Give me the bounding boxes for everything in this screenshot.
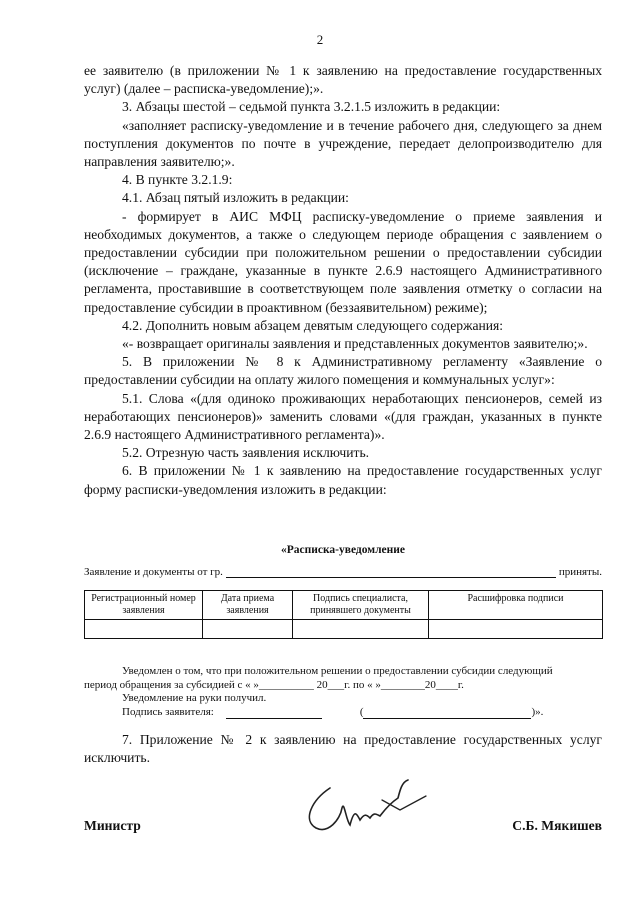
registration-table [84,590,603,639]
table-cell [429,620,603,639]
table-header-cell: Дата приема заявления [203,591,293,620]
receipt-form [84,544,602,719]
applicant-name-blank [226,566,556,578]
notice-line: период обращения за субсидией с « »__________ 20___г. по « »________20____г. [84,678,464,691]
notice-line: Уведомление на руки получил. [122,692,267,704]
table-row [85,620,603,639]
paragraph: 4. В пункте 3.2.1.9: [122,172,233,188]
paren-close: )». [531,705,544,718]
paragraph: 5.2. Отрезную часть заявления исключить. [122,445,370,461]
paragraph: «- возвращает оригиналы заявления и представленных документов заявителю;». [122,336,588,352]
notice-block [84,665,602,719]
applicant-signature-label: Подпись заявителя: [122,705,214,718]
table-header-cell: Расшифровка подписи [429,591,603,620]
table-header-cell: Подпись специалиста, принявшего документы [293,591,429,620]
paren-open: ( [359,705,364,718]
table-header-cell: Регистрационный номер заявления [85,591,203,620]
paragraph: - формирует в АИС МФЦ расписку-уведомление о приеме заявления и необходимых документов, а также о следующем периоде обращения с заявлением о предоставлении субсидии при положительном решении о предоставлении субсидии (исключение – граждане, указанные в пункте 2.6.9 настоящего Административного регламента, проставившие в соответствующем поле заявления отметку о согласии на предоставление субсидии в проактивном (беззаявительном) режиме); [84,208,602,315]
notice-line: Уведомлен о том, что при положительном решении о предоставлении субсидии следующий [122,665,553,677]
applicant-signature-row [84,706,602,720]
signature-decode-blank [363,707,531,719]
table-cell [203,620,293,639]
paragraph: 5. В приложении № 8 к Административному регламенту «Заявление о предоставлении субсидии на оплату жилого помещения и коммунальных услуг»: [84,354,602,388]
final-text [84,731,602,767]
paragraph: 3. Абзацы шестой – седьмой пункта 3.2.1.5 изложить в редакции: [122,99,501,115]
table-header-row [85,591,603,620]
accepted-suffix: приняты. [558,566,602,578]
body-text [84,62,602,499]
paragraph: ее заявителю (в приложении № 1 к заявлению на предоставление государственных услуг) (далее – расписка-уведомление);». [84,63,602,97]
accepted-prefix: Заявление и документы от гр. [84,566,223,578]
accepted-line [84,566,602,578]
paragraph: 6. В приложении № 1 к заявлению на предоставление государственных услуг форму расписки-уведомления изложить в редакции: [84,463,602,497]
handwritten-signature [290,770,440,840]
paragraph: 4.1. Абзац пятый изложить в редакции: [122,190,349,206]
paragraph: 5.1. Слова «(для одиноко проживающих неработающих пенсионеров, семей из неработающих пенсионеров)» заменить словами «(для граждан, указанных в пункте 2.6.9 настоящего Административного регламента)». [84,390,602,443]
table-cell [293,620,429,639]
signer-name: С.Б. Мякишев [512,818,602,833]
paragraph: «заполняет расписку-уведомление и в течение рабочего дня, следующего за днем поступления документов по почте в учреждение, передает делопроизводителю для направления заявителю;». [84,117,602,170]
paragraph: 7. Приложение № 2 к заявлению на предоставление государственных услуг исключить. [84,732,602,766]
minister-label: Министр [84,818,141,833]
table-cell [85,620,203,639]
page-number: 2 [316,32,324,47]
receipt-title: «Расписка-уведомление [280,544,406,556]
applicant-signature-blank [226,707,322,719]
paragraph: 4.2. Дополнить новым абзацем девятым следующего содержания: [122,317,504,333]
